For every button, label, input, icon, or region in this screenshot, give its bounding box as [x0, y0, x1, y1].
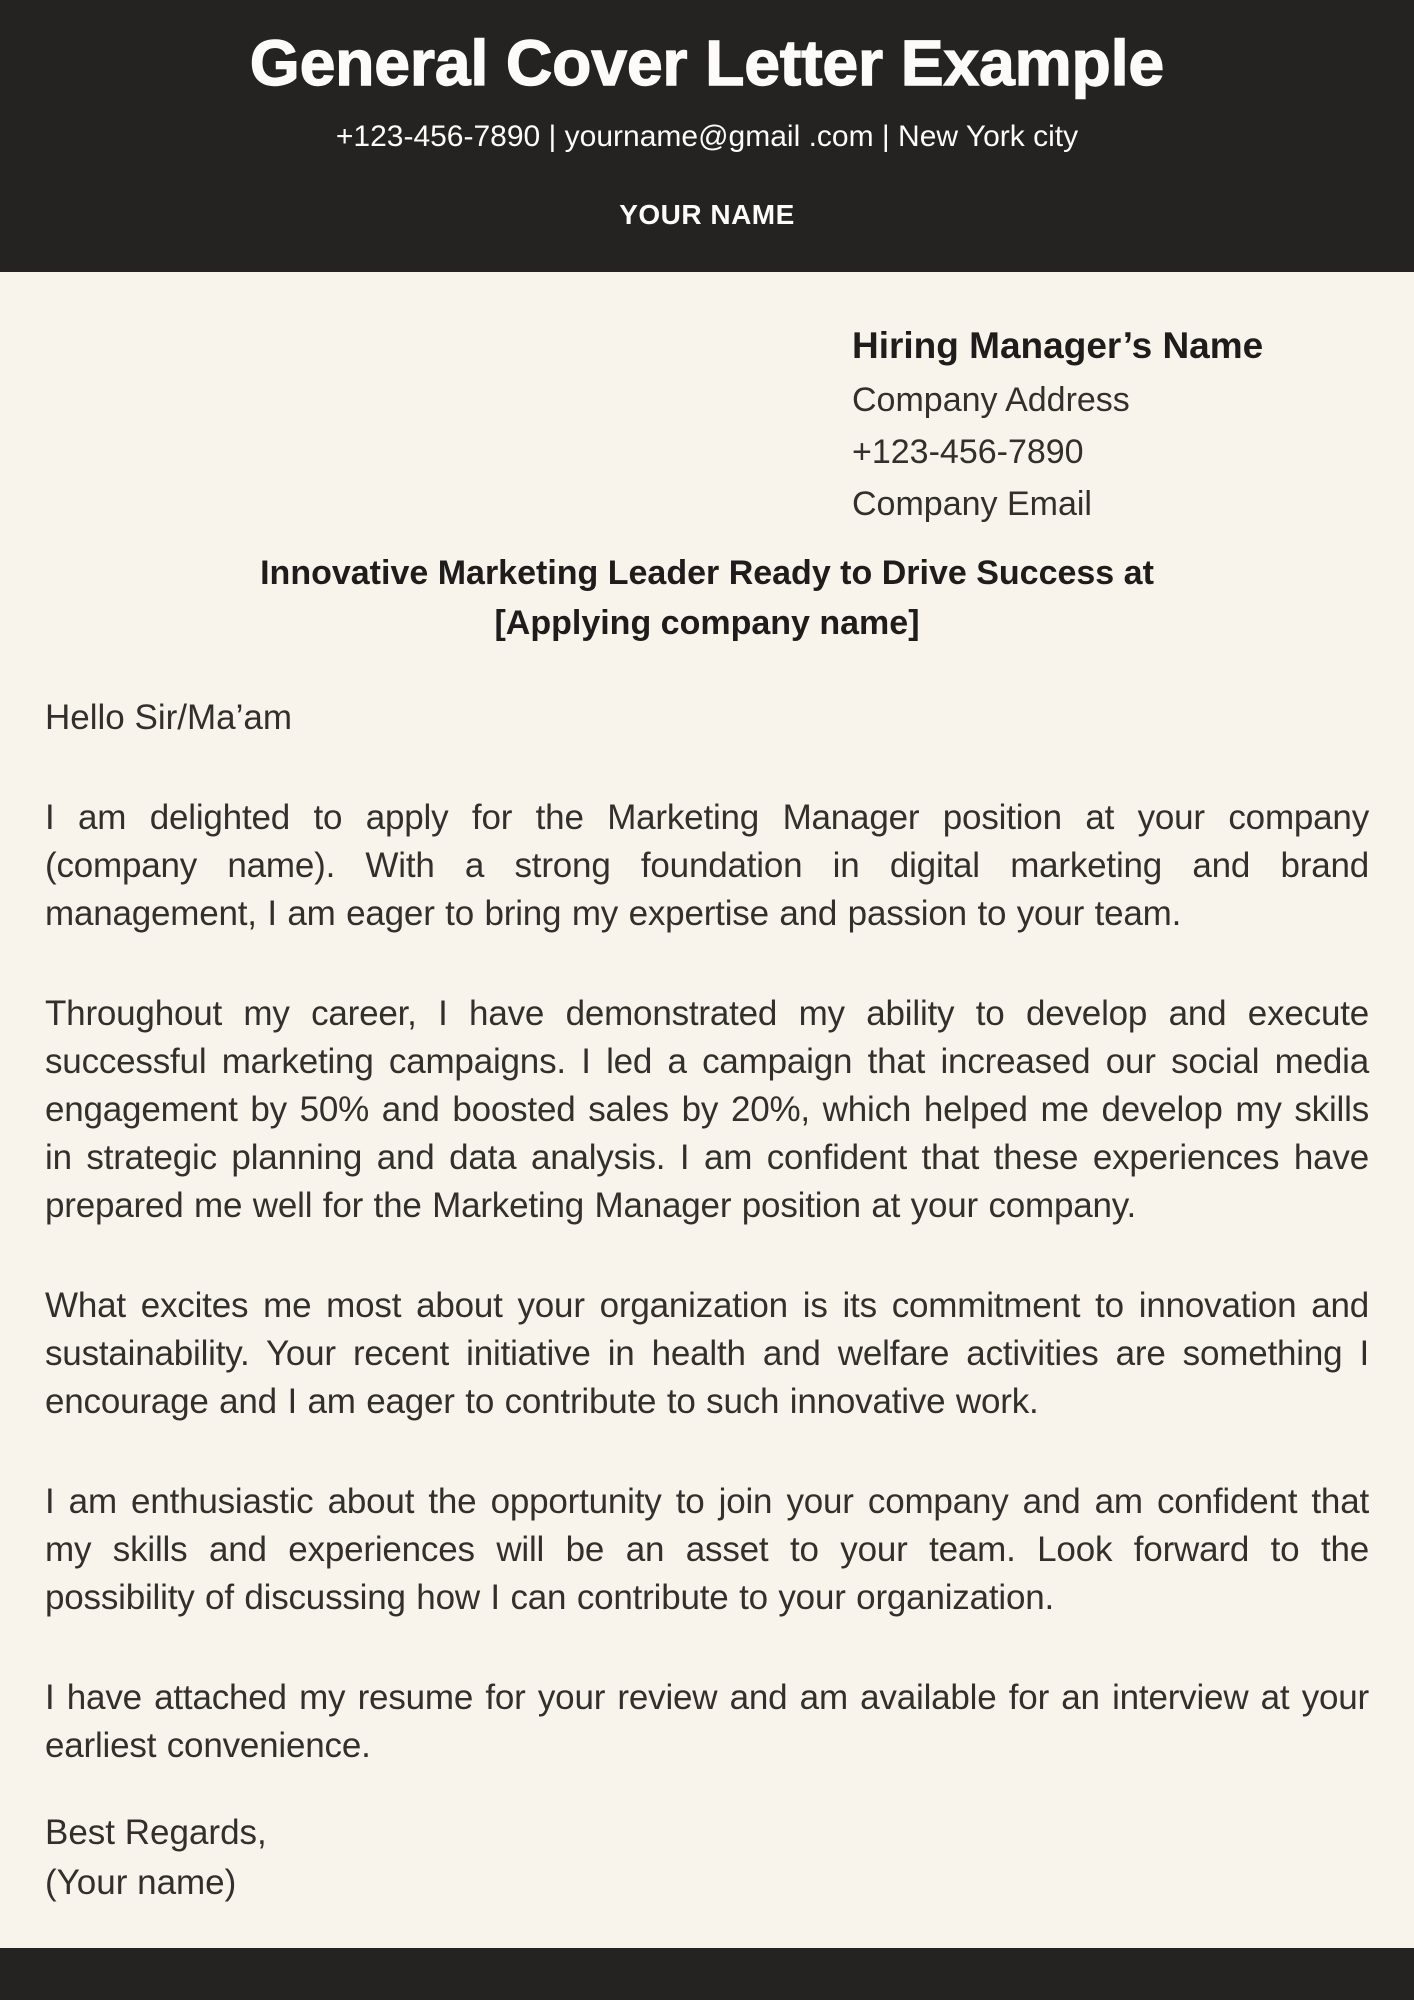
- letter-paragraph: What excites me most about your organization is its commitment to innovation and sustainability. Your recent initiative in health and welfare activities are something I encourage and I am eager to contribute to such innovative work.: [45, 1286, 1369, 1421]
- footer-bar: [0, 1948, 1414, 2000]
- letter-body: [0, 318, 1414, 1908]
- closing-signature: (Your name): [45, 1863, 237, 1902]
- header-contact-line: +123-456-7890 | yourname@gmail .com | New York city: [335, 120, 1079, 153]
- recipient-address: Company Address: [852, 381, 1130, 419]
- letter-paragraph: I am delighted to apply for the Marketing Manager position at your company (company name). With a strong foundation in digital marketing and brand management, I am eager to bring my expertise and passion to your team.: [45, 798, 1369, 933]
- paragraphs-container: [45, 794, 1369, 1770]
- page-title: General Cover Letter Example: [249, 27, 1165, 99]
- header-your-name: YOUR NAME: [619, 199, 795, 230]
- salutation: Hello Sir/Ma’am: [45, 698, 292, 737]
- subject-line-2: [Applying company name]: [494, 604, 920, 642]
- letter-paragraph: I am enthusiastic about the opportunity to join your company and am confident that my skills and experiences will be an asset to your team. Look forward to the possibility of discussing how I can contribute to your organization.: [45, 1482, 1369, 1617]
- letter-paragraph: I have attached my resume for your review and am available for an interview at your earliest convenience.: [45, 1678, 1369, 1765]
- recipient-phone: +123-456-7890: [852, 433, 1084, 471]
- recipient-block: [852, 318, 1369, 530]
- recipient-name: Hiring Manager’s Name: [852, 325, 1264, 366]
- subject-heading: [45, 548, 1369, 648]
- header-banner: [0, 0, 1414, 272]
- closing-regards: Best Regards,: [45, 1813, 267, 1852]
- closing-block: [45, 1808, 1369, 1908]
- recipient-email: Company Email: [852, 485, 1092, 523]
- subject-line-1: Innovative Marketing Leader Ready to Drive Success at: [260, 554, 1154, 592]
- letter-paragraph: Throughout my career, I have demonstrated my ability to develop and execute successful marketing campaigns. I led a campaign that increased our social media engagement by 50% and boosted sales by 20%, which helped me develop my skills in strategic planning and data analysis. I am confident that these experiences have prepared me well for the Marketing Manager position at your company.: [45, 994, 1369, 1225]
